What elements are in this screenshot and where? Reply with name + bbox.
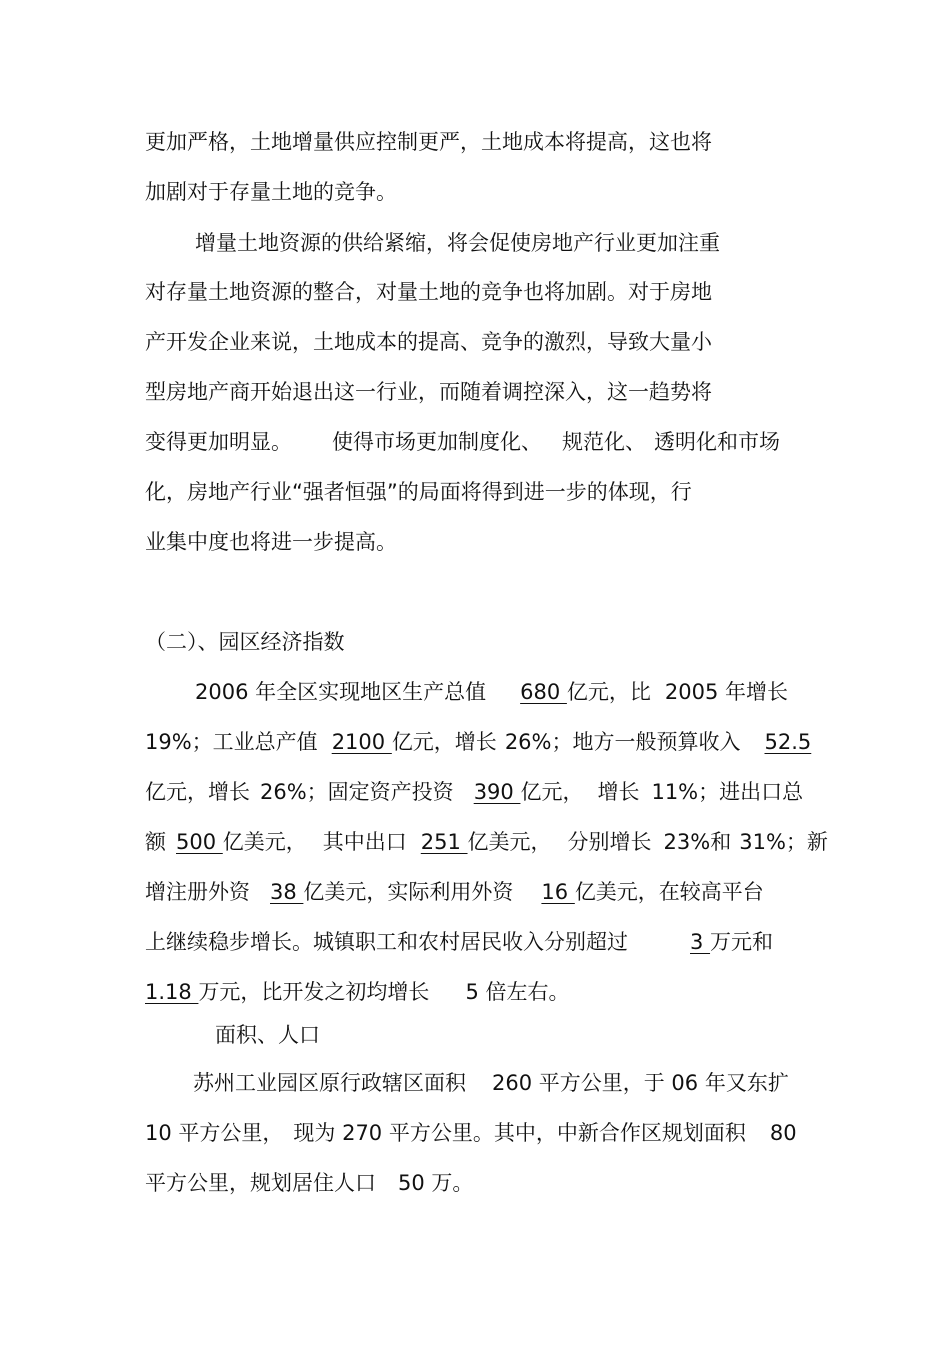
text: 23%和 <box>663 830 732 854</box>
text: 26%；地方一般预算收入 <box>504 730 741 754</box>
text: 平方公里，规划居住人口 <box>145 1171 376 1195</box>
text: 万元和 <box>710 930 774 954</box>
text: 万元，比开发之初均增长 <box>198 980 430 1004</box>
para2-line5-part2: 使得市场更加制度化、 <box>332 430 542 454</box>
urban-income-value: 3 <box>690 930 711 954</box>
text: 31%；新 <box>739 830 828 854</box>
text: 260 平方公里，于 06 年又东扩 <box>492 1071 789 1095</box>
industrial-output-value: 2100 <box>331 730 392 754</box>
para2-line5-part4: 透明化和市场 <box>654 430 780 454</box>
para1-line2: 加剧对于存量土地的竞争。 <box>145 180 397 204</box>
para3-line7 <box>145 977 569 1007</box>
text: 10 平方公里， <box>145 1121 284 1145</box>
para3-line4 <box>145 827 828 857</box>
actual-fdi-value: 16 <box>541 880 575 904</box>
para4-line1 <box>193 1068 789 1098</box>
budget-revenue-value: 52.5 <box>764 730 812 754</box>
text: 增注册外资 <box>145 880 250 904</box>
section-heading: （二）、园区经济指数 <box>145 630 345 654</box>
sub-heading: 面积、人口 <box>215 1023 320 1047</box>
text: 2005 年增长 <box>664 680 789 704</box>
para2-line6: 化，房地产行业“强者恒强”的局面将得到进一步的体现，行 <box>145 480 692 504</box>
text: 亿美元，在较高平台 <box>574 880 764 904</box>
new-fdi-value: 38 <box>270 880 304 904</box>
para3-line1 <box>195 677 788 707</box>
text: 额 <box>145 830 166 854</box>
rural-income-value: 1.18 <box>145 980 199 1004</box>
text: 亿美元，实际利用外资 <box>303 880 514 904</box>
para4-line2 <box>145 1118 797 1148</box>
text: 50 万。 <box>398 1171 474 1195</box>
text: 2006 年全区实现地区生产总值 <box>195 680 487 704</box>
text: 分别增长 <box>567 830 652 854</box>
text: 11%；进出口总 <box>651 780 804 804</box>
text: 上继续稳步增长。城镇职工和农村居民收入分别超过 <box>145 930 628 954</box>
para2-line2: 对存量土地资源的整合，对量土地的竞争也将加剧。对于房地 <box>145 280 712 304</box>
text: 现为 270 平方公里。其中，中新合作区规划面积 <box>293 1121 746 1145</box>
text: 5 倍左右。 <box>465 980 570 1004</box>
text: 亿元，比 <box>566 680 651 704</box>
text: 苏州工业园区原行政辖区面积 <box>193 1071 466 1095</box>
text: 亿元，增长 <box>145 780 250 804</box>
export-value: 251 <box>420 830 468 854</box>
para4-line3 <box>145 1168 473 1198</box>
para3-line3 <box>145 777 803 807</box>
trade-total-value: 500 <box>176 830 223 854</box>
text: 80 <box>769 1121 797 1145</box>
para3-line6 <box>145 927 773 957</box>
text: 亿元， <box>520 780 584 804</box>
text: 增长 <box>597 780 640 804</box>
para2-line5-part3: 规范化、 <box>562 430 646 454</box>
fixed-asset-value: 390 <box>473 780 521 804</box>
gdp-value: 680 <box>520 680 567 704</box>
text: 亿美元， <box>222 830 307 854</box>
para2-line1: 增量土地资源的供给紧缩，将会促使房地产行业更加注重 <box>195 231 720 255</box>
text: 19%；工业总产值 <box>145 730 318 754</box>
para3-line2 <box>145 727 811 757</box>
para2-line7: 业集中度也将进一步提高。 <box>145 530 397 554</box>
para3-line5 <box>145 877 764 907</box>
para2-line4: 型房地产商开始退出这一行业，而随着调控深入，这一趋势将 <box>145 380 712 404</box>
text: 亿美元， <box>467 830 552 854</box>
para1-line1: 更加严格，土地增量供应控制更严，土地成本将提高，这也将 <box>145 130 712 154</box>
text: 亿元，增长 <box>391 730 497 754</box>
text: 26%；固定资产投资 <box>260 780 454 804</box>
para2-line5 <box>145 427 780 457</box>
para2-line5-part1: 变得更加明显。 <box>145 430 292 454</box>
para2-line3: 产开发企业来说，土地成本的提高、竞争的激烈，导致大量小 <box>145 330 712 354</box>
text: 其中出口 <box>322 830 407 854</box>
